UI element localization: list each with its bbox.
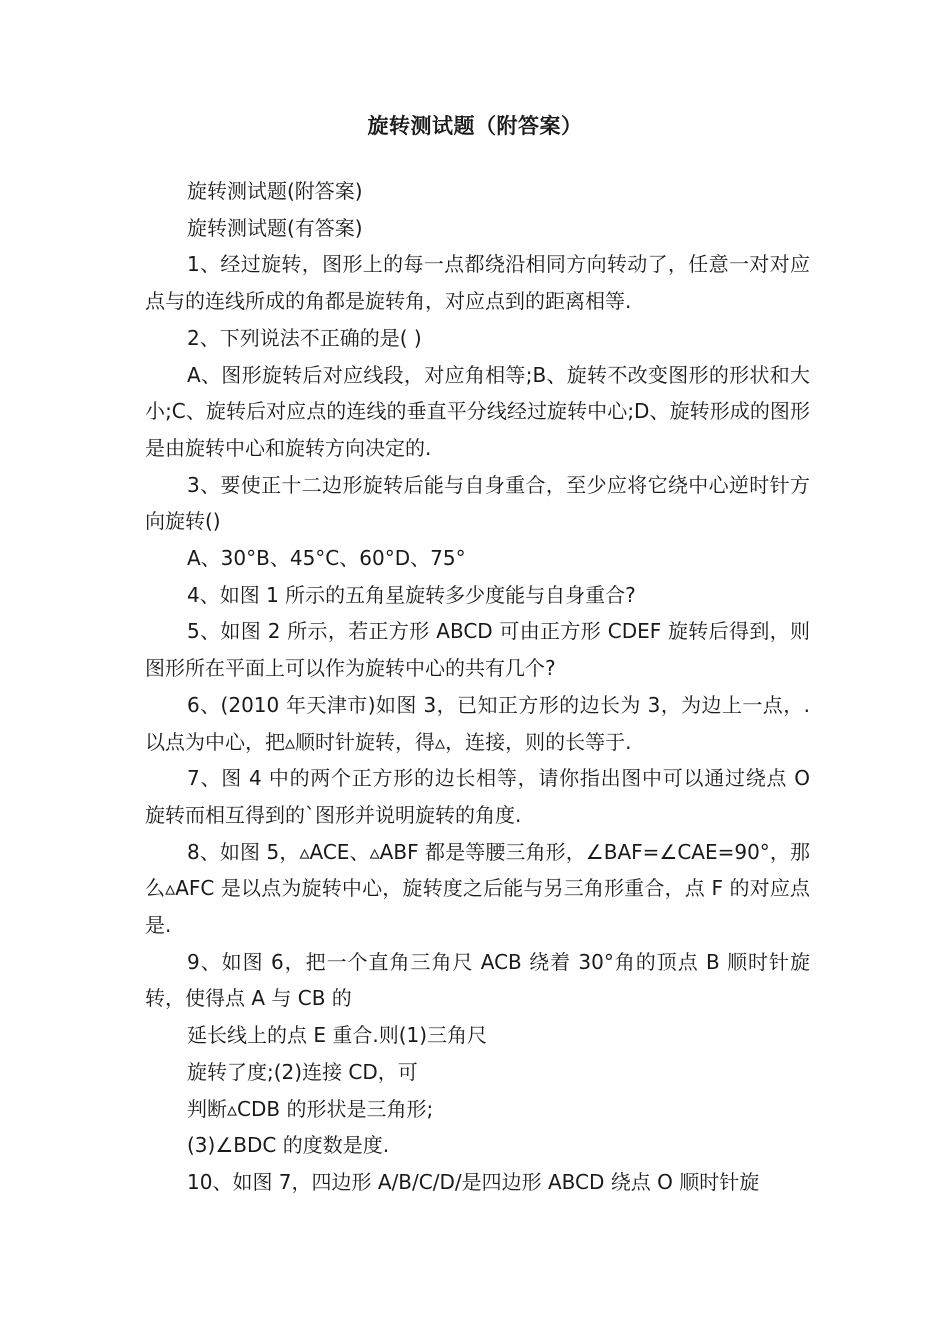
paragraph-subtitle-2: 旋转测试题(有答案) [187, 215, 363, 240]
question-3: 3、要使正十二边形旋转后能与自身重合，至少应将它绕中心逆时针方向旋转() [145, 472, 810, 534]
question-2-options: A、图形旋转后对应线段，对应角相等;B、旋转不改变图形的形状和大小;C、旋转后对应点的连线的垂直平分线经过旋转中心;D、旋转形成的图形是由旋转中心和旋转方向决定的. [145, 362, 810, 460]
question-2: 2、下列说法不正确的是( ) [187, 325, 422, 350]
question-9-line-5: (3)∠BDC 的度数是度. [187, 1133, 390, 1158]
document-title: 旋转测试题（附答案） [367, 114, 583, 138]
paragraph-subtitle-1: 旋转测试题(附答案) [187, 179, 363, 203]
question-4: 4、如图 1 所示的五角星旋转多少度能与自身重合? [187, 582, 636, 607]
question-10: 10、如图 7，四边形 A/B/C/D/是四边形 ABCD 绕点 O 顺时针旋 [187, 1169, 760, 1194]
question-8: 8、如图 5，▵ACE、▵ABF 都是等腰三角形，∠BAF=∠CAE=90°，那么▵AFC 是以点为旋转中心，旋转度之后能与另三角形重合，点 F 的对应点是. [145, 839, 810, 938]
question-3-options: A、30°B、45°C、60°D、75° [187, 546, 466, 571]
question-1: 1、经过旋转，图形上的每一点都绕沿相同方向转动了，任意一对对应点与的连线所成的角都是旋转角，对应点到的距离相等. [145, 252, 810, 314]
question-9-line-4: 判断▵CDB 的形状是三角形; [187, 1096, 434, 1121]
question-7: 7、图 4 中的两个正方形的边长相等，请你指出图中可以通过绕点 O 旋转而相互得到的`图形并说明旋转的角度. [145, 766, 810, 827]
question-9: 9、如图 6，把一个直角三角尺 ACB 绕着 30°角的顶点 B 顺时针旋转，使得点 A 与 CB 的 [145, 949, 810, 1011]
question-5: 5、如图 2 所示，若正方形 ABCD 可由正方形 CDEF 旋转后得到，则图形所在平面上可以作为旋转中心的共有几个? [145, 619, 810, 681]
question-9-line-3: 旋转了度;(2)连接 CD，可 [187, 1059, 418, 1084]
question-6: 6、(2010 年天津市)如图 3，已知正方形的边长为 3，为边上一点，.以点为中心，把▵顺时针旋转，得▵，连接，则的长等于. [145, 692, 810, 754]
question-9-line-2: 延长线上的点 E 重合.则(1)三角尺 [187, 1023, 488, 1048]
document-body [145, 173, 810, 1201]
